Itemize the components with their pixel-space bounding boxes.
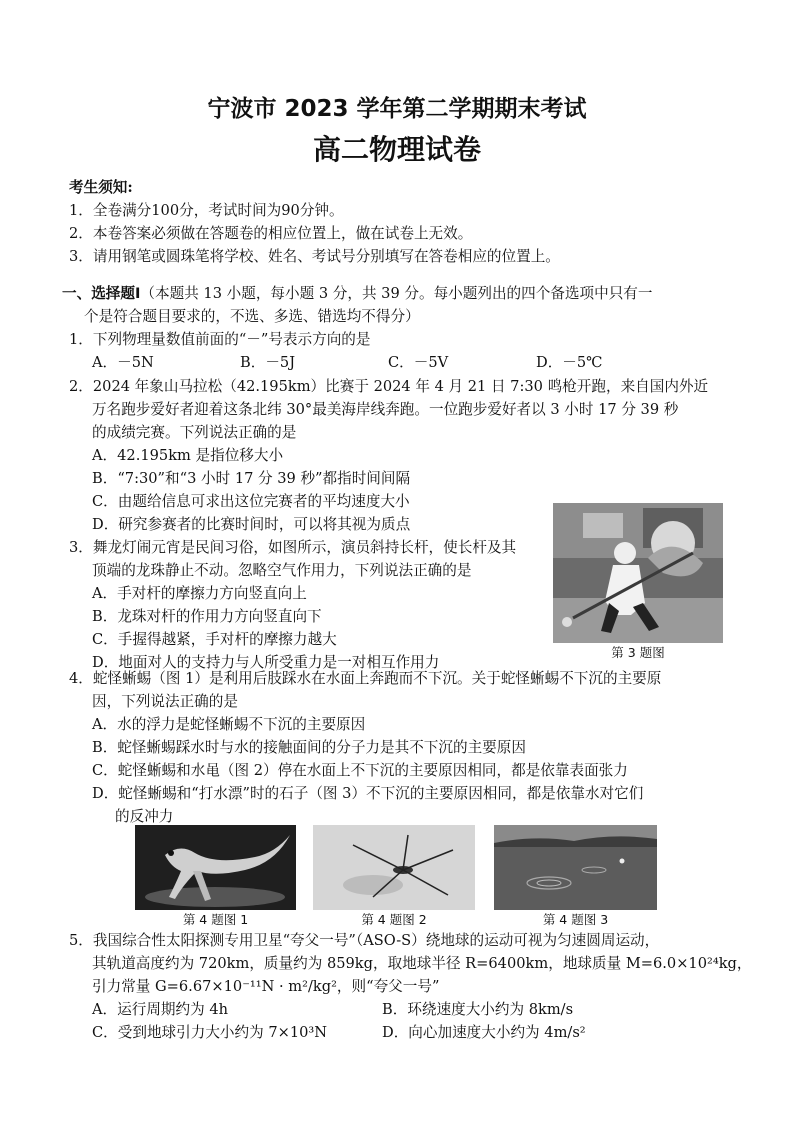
notice-item: 3．请用钢笔或圆珠笔将学校、姓名、考试号分别填写在答卷相应的位置上。 xyxy=(69,248,560,265)
figure-caption: 第 4 题图 2 xyxy=(361,912,427,927)
option-d: D．蛇怪蜥蜴和“打水漂”时的石子（图 3）不下沉的主要原因相同，都是依靠水对它们 xyxy=(92,785,644,802)
exam-subtitle: 高二物理试卷 xyxy=(312,133,481,166)
option-c: C．由题给信息可求出这位完赛者的平均速度大小 xyxy=(92,493,410,510)
stone-skipping-photo xyxy=(494,825,657,910)
option-d: D．研究参赛者的比赛时间时，可以将其视为质点 xyxy=(92,516,411,533)
section-description-cont: 个是符合题目要求的，不选、多选、错选均不得分） xyxy=(84,308,420,325)
notice-block xyxy=(69,176,749,268)
section-description: （本题共 13 小题，每小题 3 分，共 39 分。每小题列出的四个备选项中只有一 xyxy=(140,285,653,302)
question-3 xyxy=(69,536,549,674)
option-b: B．环绕速度大小约为 8km/s xyxy=(382,1001,574,1018)
option-a: A．－5N xyxy=(92,354,154,371)
exam-title: 宁波市 2023 学年第二学期期末考试 xyxy=(207,96,587,122)
option-c: C．手握得越紧，手对杆的摩擦力越大 xyxy=(92,631,337,648)
options-row xyxy=(69,351,759,374)
stone-skipping-illustration xyxy=(494,825,657,910)
option-b: B．“7:30”和“3 小时 17 分 39 秒”都指时间间隔 xyxy=(92,470,411,487)
basilisk-lizard-photo xyxy=(135,825,296,910)
notice-heading: 考生须知: xyxy=(69,179,133,196)
figure-caption: 第 4 题图 3 xyxy=(542,912,609,927)
option-c: C．受到地球引力大小约为 7×10³N xyxy=(92,1024,328,1041)
option-d-cont: 的反冲力 xyxy=(115,808,174,825)
question-stem-cont: 其轨道高度约为 720km，质量约为 859kg，取地球半径 R=6400km，地球质量 M=6.0×10²⁴kg， xyxy=(92,955,752,972)
option-c: C．蛇怪蜥蜴和水黾（图 2）停在水面上不下沉的主要原因相同，都是依靠表面张力 xyxy=(92,762,628,779)
option-d: D．向心加速度大小约为 4m/s² xyxy=(382,1024,586,1041)
figure-caption: 第 4 题图 1 xyxy=(182,912,249,927)
option-c: C．－5V xyxy=(388,354,449,371)
question-stem: 1．下列物理量数值前面的“－”号表示方向的是 xyxy=(69,331,371,348)
question-stem-cont: 的成绩完赛。下列说法正确的是 xyxy=(92,424,297,441)
option-d: D．－5℃ xyxy=(536,354,603,371)
option-b: B．蛇怪蜥蜴踩水时与水的接触面间的分子力是其不下沉的主要原因 xyxy=(92,739,526,756)
question-stem-cont: 因，下列说法正确的是 xyxy=(92,693,238,710)
question-stem: 5．我国综合性太阳探测专用卫星“夸父一号”（ASO-S）绕地球的运动可视为匀速圆周运动， xyxy=(69,932,660,949)
option-b: B．龙珠对杆的作用力方向竖直向下 xyxy=(92,608,322,625)
question-stem-cont: 顶端的龙珠静止不动。忽略空气作用力，下列说法正确的是 xyxy=(92,562,472,579)
option-a: A．手对杆的摩擦力方向竖直向上 xyxy=(92,585,307,602)
question-stem: 3．舞龙灯闹元宵是民间习俗，如图所示，演员斜持长杆，使长杆及其 xyxy=(69,539,517,556)
question-stem: 4．蛇怪蜥蜴（图 1）是利用后肢踩水在水面上奔跑而不下沉。关于蛇怪蜥蜴不下沉的主要原 xyxy=(69,670,662,687)
question-stem-cont: 引力常量 G=6.67×10⁻¹¹N · m²/kg²，则“夸父一号” xyxy=(92,978,440,995)
figure-caption: 第 3 题图 xyxy=(611,645,665,660)
option-a: A．运行周期约为 4h xyxy=(92,1001,229,1018)
notice-item: 2．本卷答案必须做在答题卷的相应位置上，做在试卷上无效。 xyxy=(69,225,473,242)
section-heading xyxy=(62,282,752,328)
options-row xyxy=(69,1021,759,1044)
question-stem-cont: 万名跑步爱好者迎着这条北纬 30°最美海岸线奔跑。一位跑步爱好者以 3 小时 17 分 39 秒 xyxy=(92,401,679,418)
option-a: A．水的浮力是蛇怪蜥蜴不下沉的主要原因 xyxy=(92,716,366,733)
option-a: A．42.195km 是指位移大小 xyxy=(92,447,284,464)
notice-item: 1．全卷满分100分，考试时间为90分钟。 xyxy=(69,202,344,219)
option-d: D．地面对人的支持力与人所受重力是一对相互作用力 xyxy=(92,654,440,671)
question-5 xyxy=(69,929,759,1044)
dragon-dance-illustration xyxy=(553,503,723,643)
option-b: B．－5J xyxy=(240,354,296,371)
options-row xyxy=(69,998,759,1021)
question-1 xyxy=(69,328,759,374)
water-strider-illustration xyxy=(313,825,475,910)
dragon-dance-photo xyxy=(553,503,723,643)
question-stem: 2．2024 年象山马拉松（42.195km）比赛于 2024 年 4 月 21 日 7:30 鸣枪开跑，来自国内外近 xyxy=(69,378,709,395)
section-label: 一、选择题Ⅰ xyxy=(62,285,141,302)
lizard-illustration xyxy=(135,825,296,910)
water-strider-photo xyxy=(313,825,475,910)
question-4 xyxy=(69,667,759,828)
